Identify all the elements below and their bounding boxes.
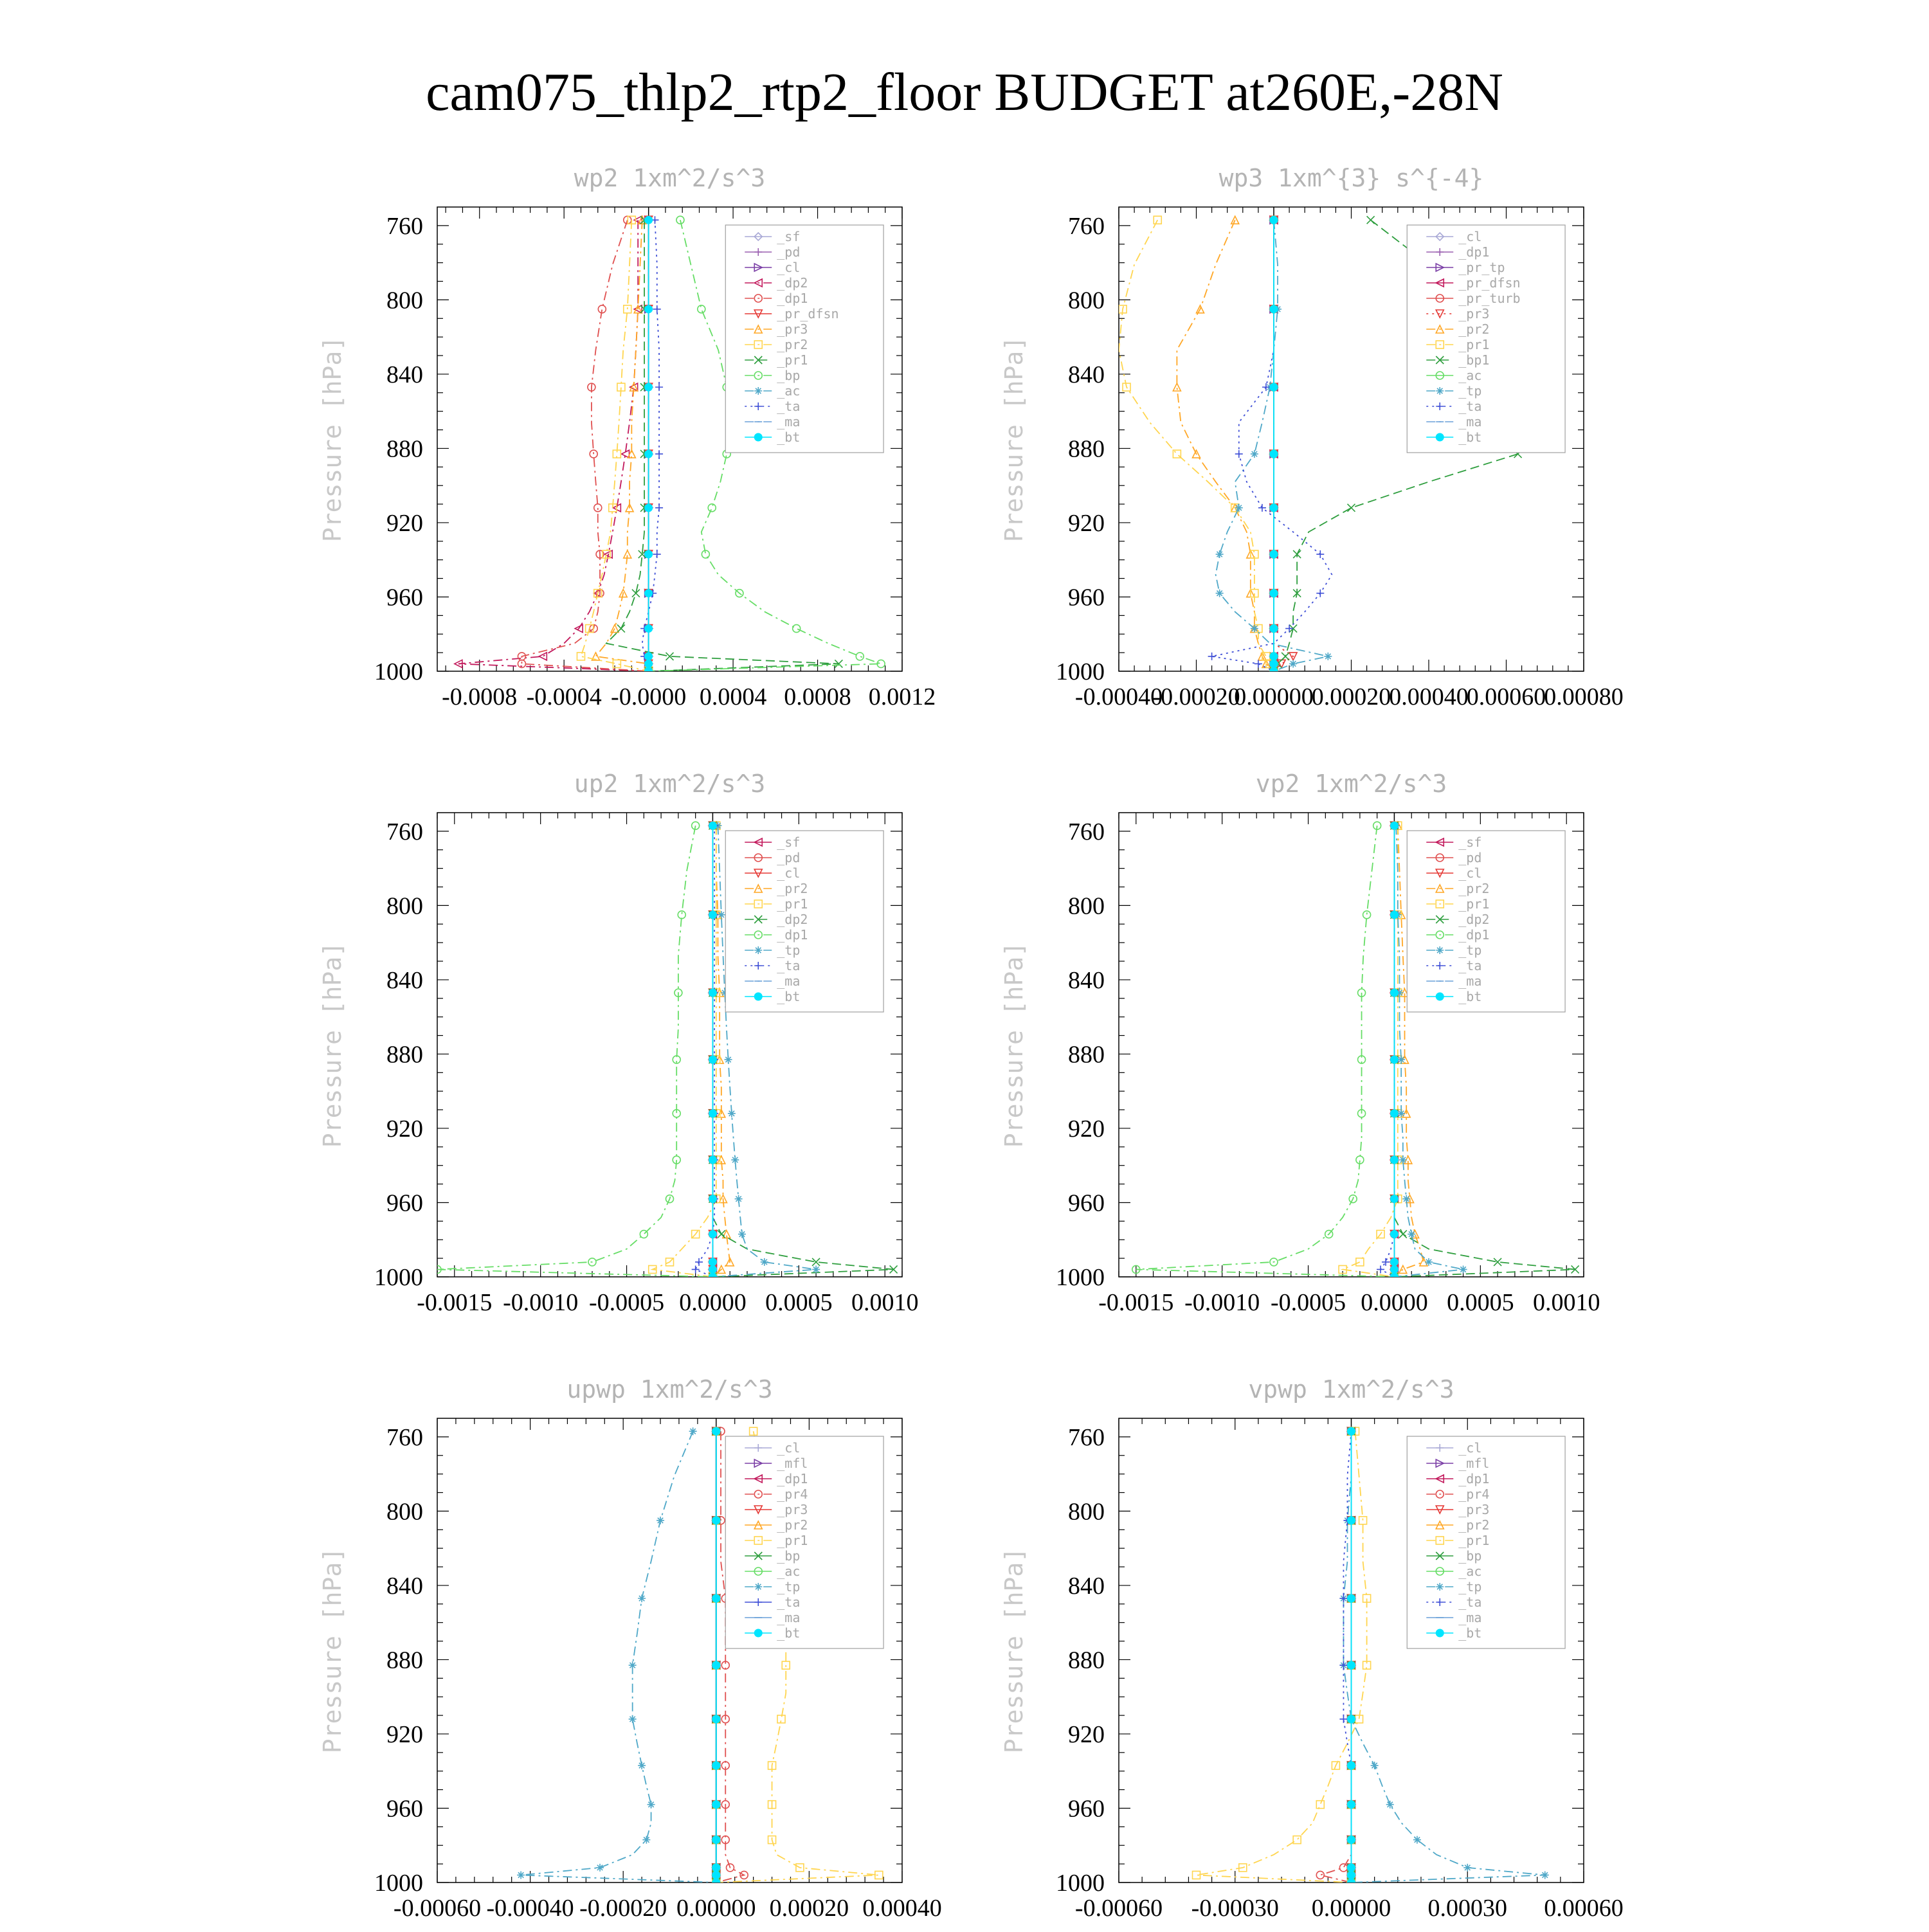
vpwp-xtick-label: 0.00060 bbox=[1544, 1895, 1624, 1922]
vpwp-ytick-label: 1000 bbox=[1056, 1870, 1105, 1897]
wp3-xtick-label: 0.00000 bbox=[1234, 683, 1314, 710]
vpwp-point_bt bbox=[1348, 1762, 1355, 1769]
vpwp-point_bt bbox=[1348, 1801, 1355, 1809]
wp2-title: wp2 1xm^2/s^3 bbox=[574, 164, 766, 192]
upwp-ytick-label: 1000 bbox=[374, 1870, 423, 1897]
vp2-title: vp2 1xm^2/s^3 bbox=[1255, 770, 1447, 798]
upwp-legend-label: _cl bbox=[777, 1440, 801, 1456]
vpwp-point_tp bbox=[1386, 1801, 1394, 1809]
upwp-legend-label: _bp bbox=[777, 1548, 801, 1564]
wp2-legend-label: _ac bbox=[777, 383, 801, 399]
up2-legend-label: _pr2 bbox=[777, 881, 808, 896]
up2-legend-label: _ma bbox=[777, 973, 801, 989]
vpwp-legend-label: _pr4 bbox=[1458, 1486, 1490, 1502]
wp3-legend-label: _bt bbox=[1458, 429, 1482, 445]
upwp-legend-label: _ac bbox=[777, 1564, 801, 1579]
vpwp-point_pr1 bbox=[1359, 1517, 1367, 1524]
upwp-legend-label: _pr2 bbox=[777, 1517, 808, 1533]
wp2-xtick-label: -0.0004 bbox=[526, 683, 602, 710]
up2-xtick-label: 0.0000 bbox=[679, 1289, 747, 1316]
upwp-ytick-label: 800 bbox=[386, 1498, 423, 1526]
wp3-legend-label: _cl bbox=[1458, 229, 1482, 244]
wp2-ytick-label: 920 bbox=[386, 509, 423, 537]
vpwp-legend-label: _bp bbox=[1458, 1548, 1482, 1564]
wp3-ylabel: Pressure [hPa] bbox=[1000, 336, 1028, 543]
wp2-legend-label: _pr_dfsn bbox=[777, 306, 839, 321]
wp3-title: wp3 1xm^{3} s^{-4} bbox=[1218, 164, 1484, 192]
wp3-legend-label: _bp1 bbox=[1458, 352, 1490, 368]
upwp-legend-label: _dp1 bbox=[777, 1471, 808, 1486]
vpwp-legend-marker bbox=[1436, 1583, 1444, 1591]
upwp-title: upwp 1xm^2/s^3 bbox=[566, 1375, 773, 1404]
vpwp-legend-label: _ac bbox=[1458, 1564, 1482, 1579]
vp2-ytick-label: 880 bbox=[1068, 1041, 1105, 1069]
vp2-xtick-label: 0.0005 bbox=[1447, 1289, 1514, 1316]
up2-legend-label: _pr1 bbox=[777, 896, 808, 912]
vpwp-series-line_ta bbox=[1343, 1431, 1351, 1882]
vpwp-legend-label: _dp1 bbox=[1458, 1471, 1490, 1486]
vp2-xtick-label: -0.0010 bbox=[1184, 1289, 1260, 1316]
vpwp-ytick-label: 840 bbox=[1068, 1572, 1105, 1600]
vpwp-xtick-label: -0.00060 bbox=[1074, 1895, 1163, 1922]
vp2-legend-label: _tp bbox=[1458, 943, 1482, 958]
up2-legend-label: _dp2 bbox=[777, 912, 808, 927]
wp3-legend-label: _pr_tp bbox=[1458, 260, 1505, 275]
vp2-legend-label: _pr2 bbox=[1458, 881, 1490, 896]
upwp-legend-label: _ma bbox=[777, 1610, 801, 1625]
vpwp-point_bt bbox=[1348, 1715, 1355, 1723]
up2-ytick-label: 960 bbox=[386, 1189, 423, 1217]
wp2-legend-label: _cl bbox=[777, 260, 801, 275]
vp2-ytick-label: 800 bbox=[1068, 892, 1105, 920]
up2-ylabel: Pressure [hPa] bbox=[318, 941, 347, 1148]
wp2-ylabel: Pressure [hPa] bbox=[318, 336, 347, 543]
wp3-legend-label: _dp1 bbox=[1458, 244, 1490, 260]
wp2-legend-label: _pr1 bbox=[777, 352, 808, 368]
page-title: cam075_thlp2_rtp2_floor BUDGET at260E,-28N bbox=[426, 62, 1503, 122]
vpwp-point_pr4 bbox=[1316, 1871, 1324, 1879]
up2-xtick-label: -0.0010 bbox=[503, 1289, 579, 1316]
wp3-ytick-label: 800 bbox=[1068, 287, 1105, 314]
wp3-xtick-label: -0.00040 bbox=[1074, 683, 1163, 710]
wp3-xtick-label: 0.00020 bbox=[1311, 683, 1391, 710]
wp3-ytick-label: 880 bbox=[1068, 435, 1105, 463]
vpwp-ylabel: Pressure [hPa] bbox=[1000, 1547, 1028, 1754]
vpwp-point_tp bbox=[1413, 1836, 1421, 1844]
up2-ytick-label: 840 bbox=[386, 966, 423, 994]
wp2-xtick-label: 0.0004 bbox=[699, 683, 767, 710]
wp2-legend-label: _ma bbox=[777, 414, 801, 429]
wp2-ytick-label: 880 bbox=[386, 435, 423, 463]
wp2-ytick-label: 800 bbox=[386, 287, 423, 314]
vpwp-point_ta bbox=[1339, 1715, 1347, 1723]
vpwp-point_bt bbox=[1348, 1594, 1355, 1602]
wp3-legend-label: _pr1 bbox=[1458, 337, 1490, 352]
up2-ytick-label: 800 bbox=[386, 892, 423, 920]
wp2-legend-label: _bp bbox=[777, 368, 801, 383]
wp2-legend-label: _pd bbox=[777, 244, 801, 260]
vp2-legend-label: _dp1 bbox=[1458, 927, 1490, 943]
wp3-xtick-label: -0.00020 bbox=[1152, 683, 1240, 710]
up2-title: up2 1xm^2/s^3 bbox=[574, 770, 766, 798]
wp3-ytick-label: 960 bbox=[1068, 584, 1105, 611]
wp3-legend-label: _ma bbox=[1458, 414, 1482, 429]
upwp-ytick-label: 760 bbox=[386, 1423, 423, 1451]
wp3-ytick-label: 840 bbox=[1068, 361, 1105, 388]
wp2-ytick-label: 960 bbox=[386, 584, 423, 611]
vpwp-xtick-label: 0.00030 bbox=[1427, 1895, 1507, 1922]
vpwp-ytick-label: 880 bbox=[1068, 1647, 1105, 1674]
wp3-ytick-label: 920 bbox=[1068, 509, 1105, 537]
vpwp-point_bt bbox=[1348, 1879, 1355, 1886]
vp2-legend-label: _cl bbox=[1458, 865, 1482, 881]
wp2-ytick-label: 840 bbox=[386, 361, 423, 388]
wp2-legend-label: _pr2 bbox=[777, 337, 808, 352]
wp2-xtick-label: 0.0012 bbox=[868, 683, 936, 710]
vpwp-legend-label: _ta bbox=[1458, 1594, 1482, 1610]
wp3-legend-label: _ac bbox=[1458, 368, 1482, 383]
vpwp-ytick-label: 920 bbox=[1068, 1720, 1105, 1748]
upwp-xtick-label: -0.00040 bbox=[486, 1895, 574, 1922]
upwp-legend-label: _mfl bbox=[777, 1456, 808, 1471]
vpwp-point_bt bbox=[1348, 1871, 1355, 1879]
vpwp-xtick-label: 0.00000 bbox=[1311, 1895, 1391, 1922]
upwp-legend-label: _pr1 bbox=[777, 1533, 808, 1548]
up2-legend-label: _tp bbox=[777, 943, 801, 958]
vpwp-ytick-label: 760 bbox=[1068, 1423, 1105, 1451]
wp3-xtick-label: 0.00080 bbox=[1544, 683, 1624, 710]
wp2-ytick-label: 1000 bbox=[374, 658, 423, 685]
upwp-legend-label: _bt bbox=[777, 1625, 801, 1641]
vpwp-point_pr4 bbox=[1339, 1864, 1347, 1872]
vp2-legend-label: _ta bbox=[1458, 958, 1482, 973]
vpwp-legend-label: _bt bbox=[1458, 1625, 1482, 1641]
vp2-legend-label: _ma bbox=[1458, 973, 1482, 989]
upwp-legend-label: _tp bbox=[777, 1579, 801, 1594]
upwp-ytick-label: 920 bbox=[386, 1720, 423, 1748]
wp2-xtick-label: -0.0000 bbox=[611, 683, 687, 710]
vpwp-point_bt bbox=[1348, 1836, 1355, 1844]
vp2-xtick-label: -0.0005 bbox=[1270, 1289, 1346, 1316]
vp2-legend-label: _sf bbox=[1458, 835, 1482, 850]
wp2-legend-label: _ta bbox=[777, 399, 801, 414]
wp2-legend-label: _dp2 bbox=[777, 275, 808, 291]
wp2-xtick-label: 0.0008 bbox=[784, 683, 851, 710]
vp2-xtick-label: -0.0015 bbox=[1098, 1289, 1174, 1316]
vpwp-legend-label: _tp bbox=[1458, 1579, 1482, 1594]
upwp-ytick-label: 840 bbox=[386, 1572, 423, 1600]
vp2-xtick-label: 0.0000 bbox=[1361, 1289, 1428, 1316]
vp2-ytick-label: 960 bbox=[1068, 1189, 1105, 1217]
up2-xtick-label: 0.0005 bbox=[765, 1289, 833, 1316]
wp2-legend-label: _dp1 bbox=[777, 291, 808, 306]
vp2-ytick-label: 840 bbox=[1068, 966, 1105, 994]
up2-ytick-label: 1000 bbox=[374, 1264, 423, 1291]
up2-ytick-label: 880 bbox=[386, 1041, 423, 1069]
vp2-legend-label: _pr1 bbox=[1458, 896, 1490, 912]
vpwp-point_tp bbox=[1541, 1871, 1549, 1879]
up2-ytick-label: 760 bbox=[386, 818, 423, 845]
vpwp-legend-marker bbox=[1436, 1629, 1444, 1637]
vpwp-ytick-label: 800 bbox=[1068, 1498, 1105, 1526]
vpwp-legend-label: _cl bbox=[1458, 1440, 1482, 1456]
upwp-ytick-label: 880 bbox=[386, 1647, 423, 1674]
vpwp-legend-label: _pr1 bbox=[1458, 1533, 1490, 1548]
vp2-ylabel: Pressure [hPa] bbox=[1000, 941, 1028, 1148]
wp3-legend-label: _pr2 bbox=[1458, 321, 1490, 337]
vpwp-legend-label: _pr3 bbox=[1458, 1502, 1490, 1517]
up2-xtick-label: -0.0005 bbox=[588, 1289, 665, 1316]
vpwp-point_tp bbox=[1371, 1762, 1379, 1769]
vpwp-point_bt bbox=[1348, 1864, 1355, 1872]
upwp-legend-label: _pr4 bbox=[777, 1486, 808, 1502]
upwp-legend-label: _pr3 bbox=[777, 1502, 808, 1517]
vpwp-point_bt bbox=[1348, 1427, 1355, 1435]
upwp-xtick-label: 0.00020 bbox=[769, 1895, 849, 1922]
vp2-xtick-label: 0.0010 bbox=[1532, 1289, 1600, 1316]
vpwp-series-line_pr4 bbox=[1320, 1431, 1351, 1882]
up2-legend-label: _bt bbox=[777, 989, 801, 1004]
vpwp-point_pr1 bbox=[1316, 1801, 1324, 1809]
upwp-xtick-label: -0.00060 bbox=[393, 1895, 482, 1922]
wp3-legend-label: _ta bbox=[1458, 399, 1482, 414]
vp2-ytick-label: 760 bbox=[1068, 818, 1105, 845]
upwp-xtick-label: 0.00040 bbox=[862, 1895, 942, 1922]
vp2-legend-label: _bt bbox=[1458, 989, 1482, 1004]
wp3-legend-label: _pr_turb bbox=[1458, 291, 1521, 306]
upwp-legend-label: _ta bbox=[777, 1594, 801, 1610]
upwp-xtick-label: -0.00020 bbox=[579, 1895, 667, 1922]
vpwp-ytick-label: 960 bbox=[1068, 1795, 1105, 1823]
up2-legend-label: _cl bbox=[777, 865, 801, 881]
vp2-legend-label: _dp2 bbox=[1458, 912, 1490, 927]
vpwp-point_tp bbox=[1463, 1864, 1471, 1872]
vpwp-point_bt bbox=[1348, 1517, 1355, 1524]
up2-legend-label: _pd bbox=[777, 850, 801, 865]
wp3-xtick-label: 0.00060 bbox=[1466, 683, 1546, 710]
wp2-legend-label: _bt bbox=[777, 429, 801, 445]
up2-legend-label: _ta bbox=[777, 958, 801, 973]
vpwp-legend-label: _ma bbox=[1458, 1610, 1482, 1625]
up2-xtick-label: -0.0015 bbox=[417, 1289, 493, 1316]
upwp-xtick-label: 0.00000 bbox=[676, 1895, 756, 1922]
vpwp-legend-label: _pr2 bbox=[1458, 1517, 1490, 1533]
wp3-ytick-label: 1000 bbox=[1056, 658, 1105, 685]
vpwp-title: vpwp 1xm^2/s^3 bbox=[1248, 1375, 1454, 1404]
vpwp-point_pr1 bbox=[1293, 1836, 1301, 1844]
wp3-legend-label: _pr3 bbox=[1458, 306, 1490, 321]
up2-legend-label: _sf bbox=[777, 835, 801, 850]
wp3-xtick-label: 0.00040 bbox=[1389, 683, 1469, 710]
vp2-ytick-label: 1000 bbox=[1056, 1264, 1105, 1291]
vpwp-point_bt bbox=[1348, 1661, 1355, 1669]
vp2-ytick-label: 920 bbox=[1068, 1115, 1105, 1142]
vp2-legend-label: _pd bbox=[1458, 850, 1482, 865]
up2-ytick-label: 920 bbox=[386, 1115, 423, 1142]
wp2-legend-label: _pr3 bbox=[777, 321, 808, 337]
upwp-ylabel: Pressure [hPa] bbox=[318, 1547, 347, 1754]
vpwp-xtick-label: -0.00030 bbox=[1191, 1895, 1279, 1922]
wp3-legend-label: _tp bbox=[1458, 383, 1482, 399]
wp2-xtick-label: -0.0008 bbox=[442, 683, 518, 710]
wp3-legend-label: _pr_dfsn bbox=[1458, 275, 1521, 291]
vpwp-series-line_pr1 bbox=[1197, 1431, 1367, 1882]
wp2-legend-label: _sf bbox=[777, 229, 801, 244]
vpwp-legend-label: _mfl bbox=[1458, 1456, 1490, 1471]
upwp-ytick-label: 960 bbox=[386, 1795, 423, 1823]
up2-xtick-label: 0.0010 bbox=[851, 1289, 919, 1316]
up2-legend-label: _dp1 bbox=[777, 927, 808, 943]
wp3-ytick-label: 760 bbox=[1068, 212, 1105, 240]
wp2-ytick-label: 760 bbox=[386, 212, 423, 240]
